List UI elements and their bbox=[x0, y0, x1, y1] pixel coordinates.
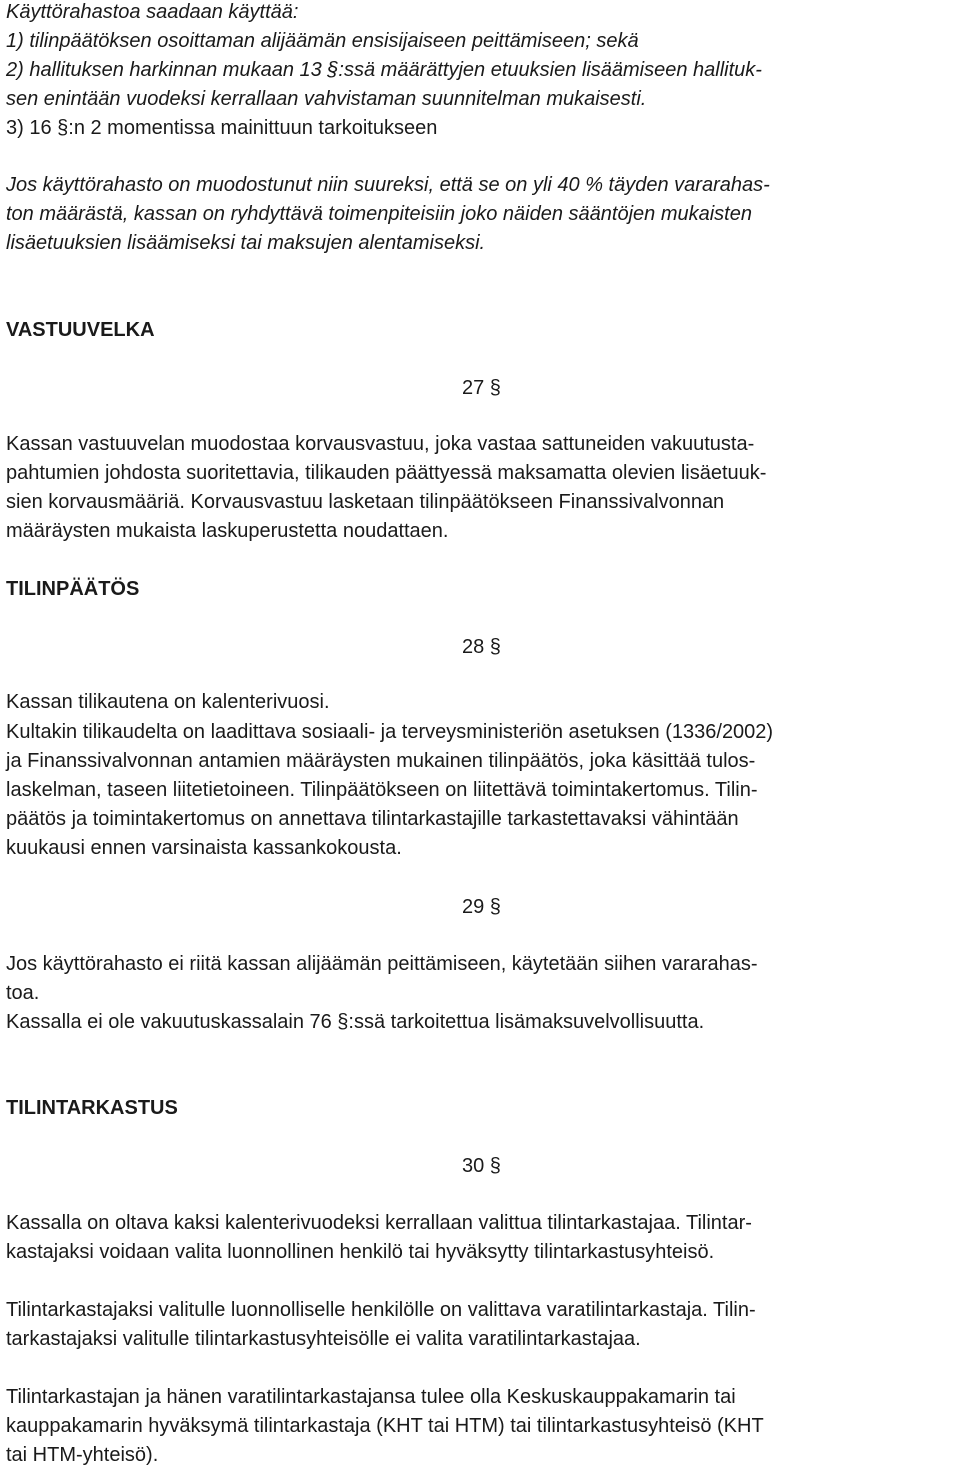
paragraph-line: Kassan vastuuvelan muodostaa korvausvastuu, joka vastaa sattuneiden vakuutusta- bbox=[6, 433, 755, 455]
paragraph-line: Kassan tilikautena on kalenterivuosi. bbox=[6, 691, 330, 713]
paragraph-line: pahtumien johdosta suoritettavia, tilikauden päättyessä maksamatta olevien lisäetuuk- bbox=[6, 462, 767, 484]
intro-line: 1) tilinpäätöksen osoittaman alijäämän ensisijaiseen peittämiseen; sekä bbox=[6, 30, 639, 52]
paragraph-line: ja Finanssivalvonnan antamien määräysten mukainen tilinpäätös, joka käsittää tulos- bbox=[6, 750, 756, 772]
section-number-27: 27 § bbox=[462, 377, 501, 399]
intro-line: 2) hallituksen harkinnan mukaan 13 §:ssä määrättyjen etuuksien lisäämiseen hallituk- bbox=[6, 59, 762, 81]
paragraph-line: Kassalla on oltava kaksi kalenterivuodeksi kerrallaan valittua tilintarkastajaa. Tilintar- bbox=[6, 1212, 752, 1234]
paragraph-line: Tilintarkastajan ja hänen varatilintarkastajansa tulee olla Keskuskauppakamarin tai bbox=[6, 1386, 736, 1408]
paragraph-line: ton määrästä, kassan on ryhdyttävä toimenpiteisiin joko näiden sääntöjen mukaisten bbox=[6, 203, 752, 225]
paragraph-line: lisäetuuksien lisäämiseksi tai maksujen alentamiseksi. bbox=[6, 232, 486, 254]
paragraph-line: Kultakin tilikaudelta on laadittava sosiaali- ja terveysministeriön asetuksen (1336/2002) bbox=[6, 721, 774, 743]
section-number-30: 30 § bbox=[462, 1155, 501, 1177]
paragraph-line: tarkastajaksi valitulle tilintarkastusyhteisölle ei valita varatilintarkastajaa. bbox=[6, 1328, 641, 1350]
paragraph-line: sien korvausmääriä. Korvausvastuu lasketaan tilinpäätökseen Finanssivalvonnan bbox=[6, 491, 725, 513]
paragraph-line: Jos käyttörahasto ei riitä kassan alijäämän peittämiseen, käytetään siihen vararahas- bbox=[6, 953, 758, 975]
paragraph-line: Tilintarkastajaksi valitulle luonnolliselle henkilölle on valittava varatilintarkastaja. Tilin- bbox=[6, 1299, 756, 1321]
intro-line: Käyttörahastoa saadaan käyttää: bbox=[6, 1, 299, 23]
section-heading-tilintarkastus: TILINTARKASTUS bbox=[6, 1097, 178, 1119]
paragraph-line: tai HTM-yhteisö). bbox=[6, 1444, 159, 1466]
paragraph-line: määräysten mukaista laskuperustetta noudattaen. bbox=[6, 520, 449, 542]
paragraph-line: kauppakamarin hyväksymä tilintarkastaja (KHT tai HTM) tai tilintarkastusyhteisö (KHT bbox=[6, 1415, 764, 1437]
section-heading-vastuuvelka: VASTUUVELKA bbox=[6, 319, 155, 341]
section-number-28: 28 § bbox=[462, 636, 501, 658]
paragraph-line: laskelman, taseen liitetietoineen. Tilinpäätökseen on liitettävä toimintakertomus. Tilin- bbox=[6, 779, 758, 801]
section-heading-tilinpaatos: TILINPÄÄTÖS bbox=[6, 578, 140, 600]
paragraph-line: Kassalla ei ole vakuutuskassalain 76 §:ssä tarkoitettua lisämaksuvelvollisuutta. bbox=[6, 1011, 705, 1033]
paragraph-line: kuukausi ennen varsinaista kassankokousta. bbox=[6, 837, 402, 859]
section-number-29: 29 § bbox=[462, 896, 501, 918]
paragraph-line: päätös ja toimintakertomus on annettava tilintarkastajille tarkastettavaksi vähintään bbox=[6, 808, 739, 830]
intro-line: sen enintään vuodeksi kerrallaan vahvistaman suunnitelman mukaisesti. bbox=[6, 88, 647, 110]
intro-line: 3) 16 §:n 2 momentissa mainittuun tarkoitukseen bbox=[6, 117, 438, 139]
paragraph-line: kastajaksi voidaan valita luonnollinen henkilö tai hyväksytty tilintarkastusyhteisö. bbox=[6, 1241, 715, 1263]
paragraph-line: Jos käyttörahasto on muodostunut niin suureksi, että se on yli 40 % täyden vararahas- bbox=[6, 174, 770, 196]
paragraph-line: toa. bbox=[6, 982, 40, 1004]
